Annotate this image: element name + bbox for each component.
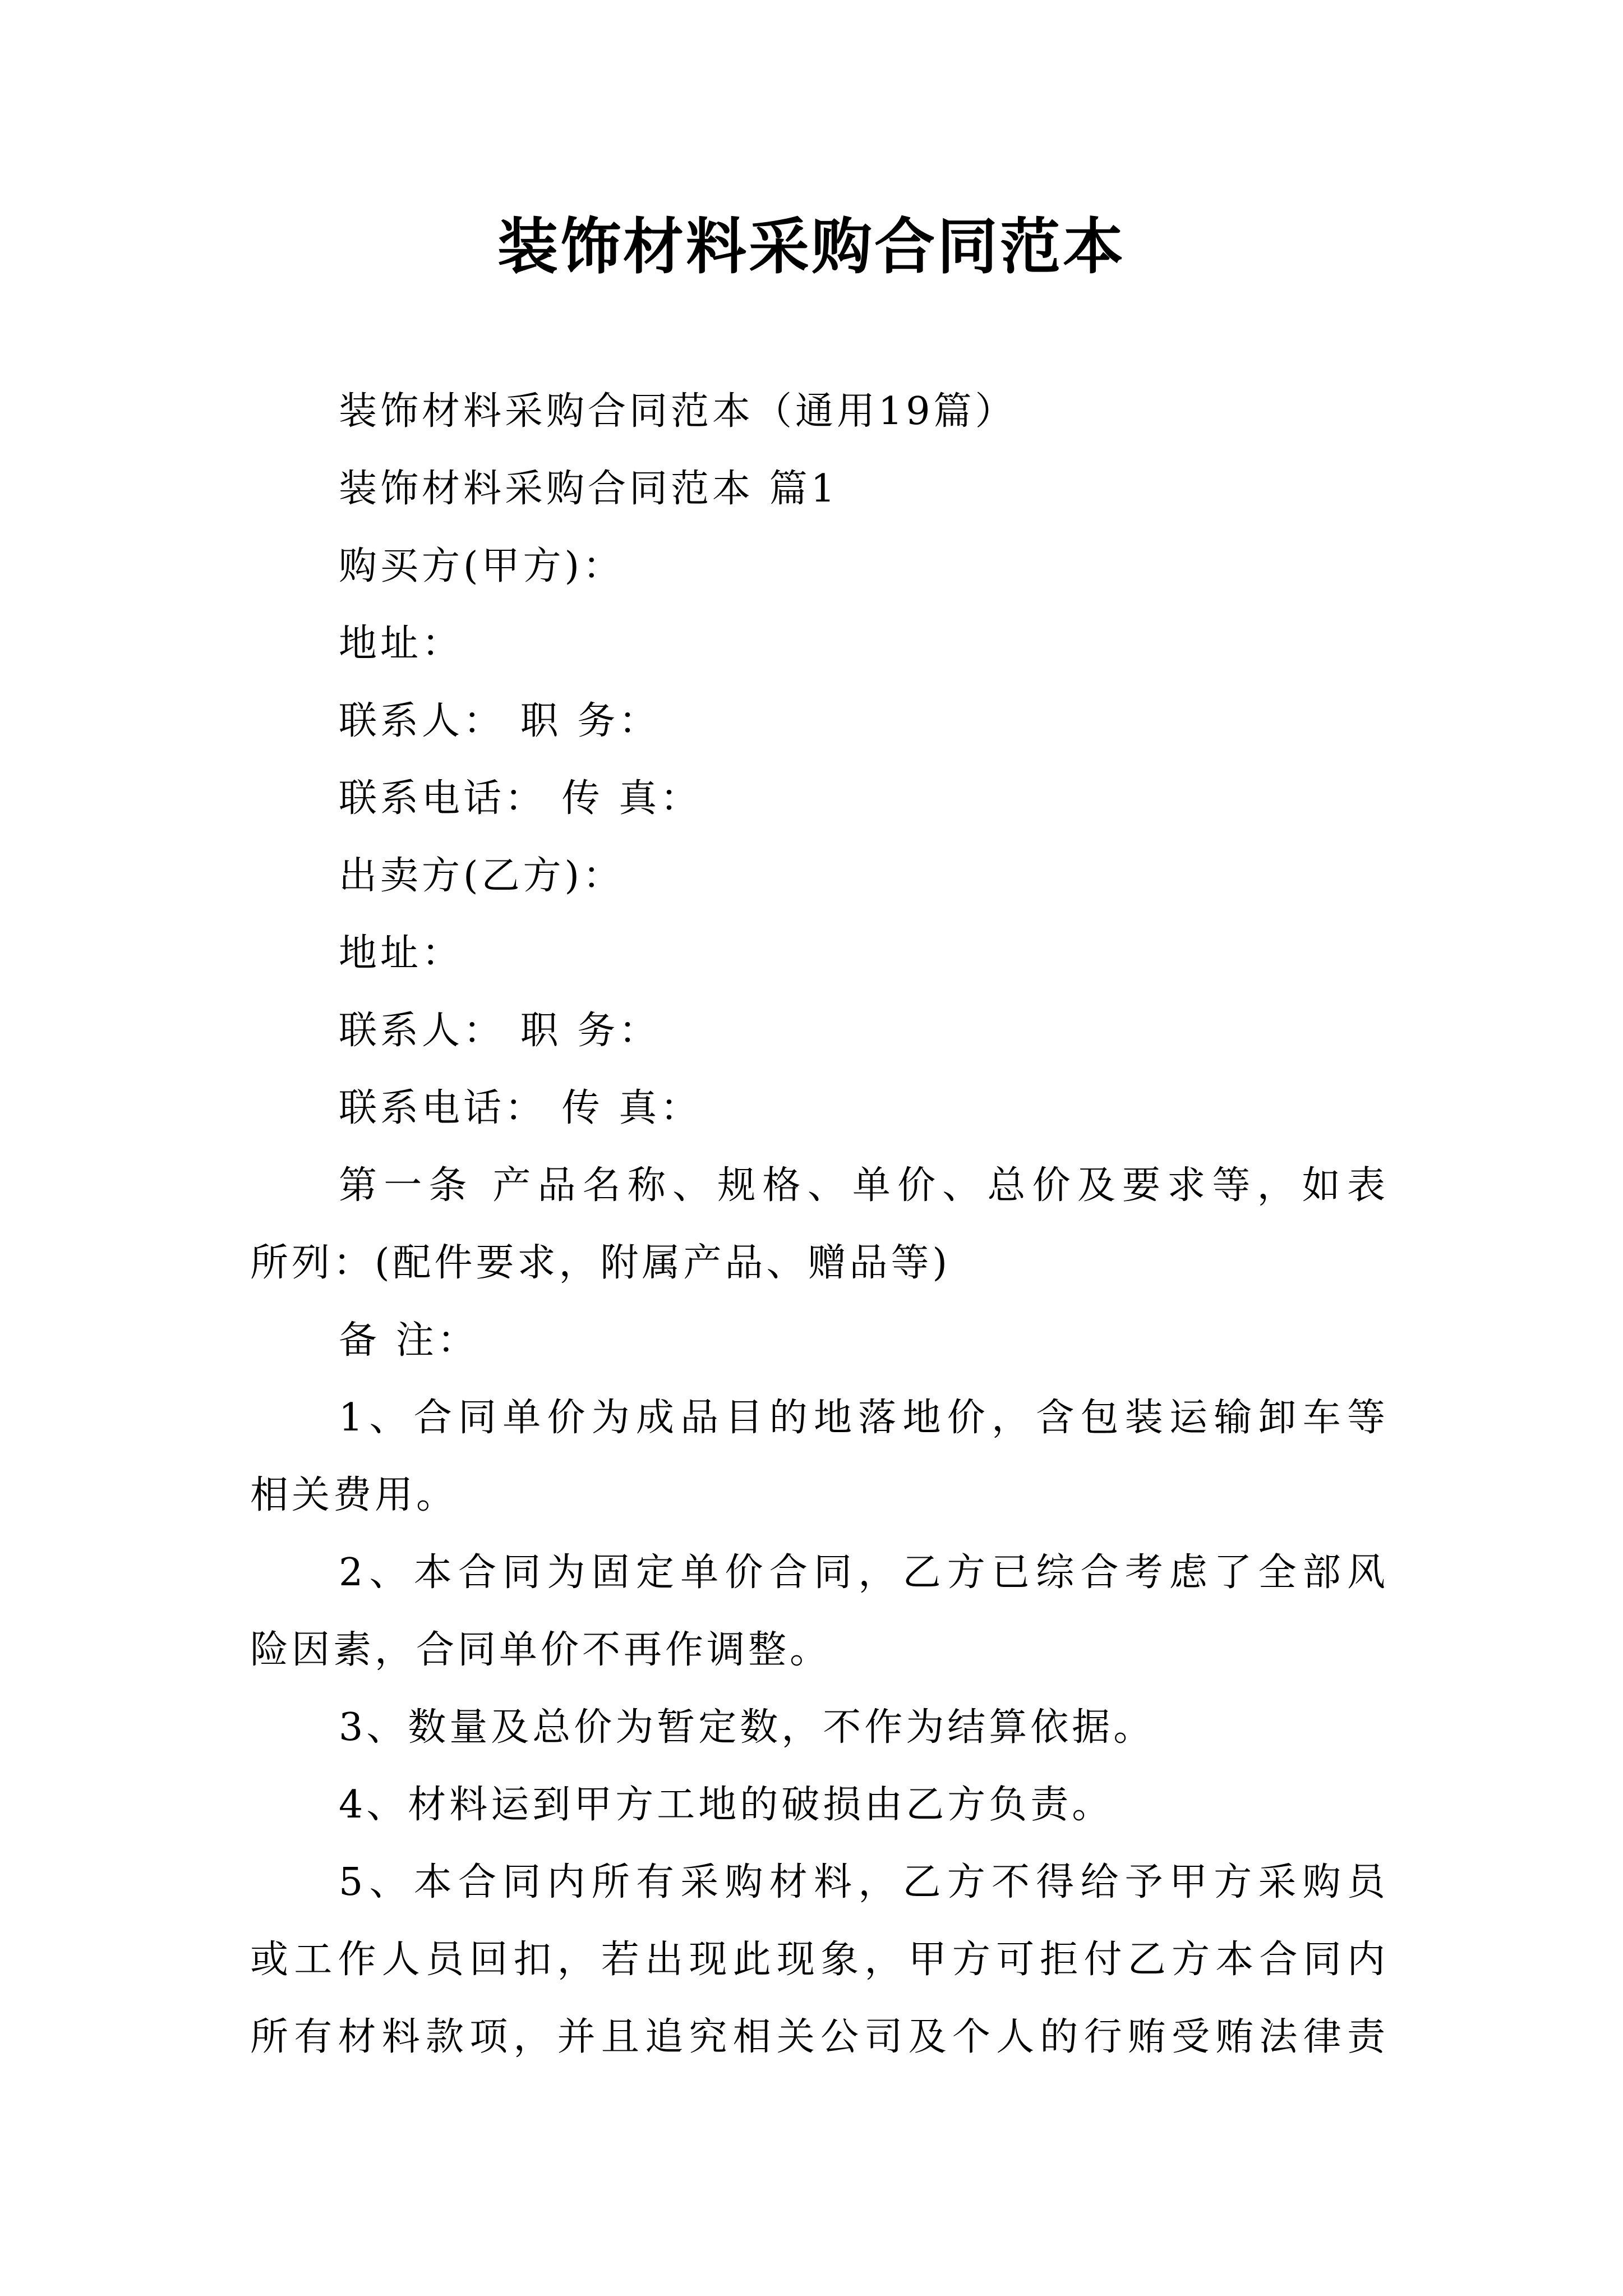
remark-1-line-2: 相关费用。 [250,1473,458,1517]
document-body [250,373,1389,2076]
remark-2-line-1: 2、本合同为固定单价合同，乙方已综合考虑了全部风 [339,1550,1389,1595]
remark-5-line-2: 或工作人员回扣，若出现此现象，甲方可拒付乙方本合同内 [250,1938,1389,1982]
remark-5-line-1: 5、本合同内所有采购材料，乙方不得给予甲方采购员 [339,1860,1389,1904]
document-title: 装饰材料采购合同范本 [497,211,1126,282]
buyer-label: 购买方(甲方)： [339,544,625,588]
remark-1-line-1: 1、合同单价为成品目的地落地价，含包装运输卸车等 [339,1396,1389,1440]
buyer-address-label: 地址： [339,622,464,666]
article-one-line-1: 第一条 产品名称、规格、单价、总价及要求等，如表 [339,1163,1389,1208]
remark-2-line-2: 险因素，合同单价不再作调整。 [250,1628,832,1672]
subtitle-line: 装饰材料采购合同范本（通用19篇） [339,389,1017,434]
seller-label: 出卖方(乙方)： [339,854,625,898]
remarks-label: 备 注： [339,1318,479,1363]
article-one-line-2: 所列：(配件要求，附属产品、赠品等) [250,1241,951,1285]
buyer-contact-label: 联系人： 职 务： [339,699,661,743]
remark-3: 3、数量及总价为暂定数，不作为结算依据。 [339,1705,1155,1750]
seller-phone-label: 联系电话： 传 真： [339,1086,702,1130]
seller-contact-label: 联系人： 职 务： [339,1009,661,1053]
section-heading: 装饰材料采购合同范本 篇1 [339,467,838,511]
remark-5-line-3: 所有材料款项，并且追究相关公司及个人的行贿受贿法律责 [250,2015,1389,2059]
buyer-phone-label: 联系电话： 传 真： [339,776,702,821]
seller-address-label: 地址： [339,931,464,976]
remark-4: 4、材料运到甲方工地的破损由乙方负责。 [339,1783,1114,1827]
